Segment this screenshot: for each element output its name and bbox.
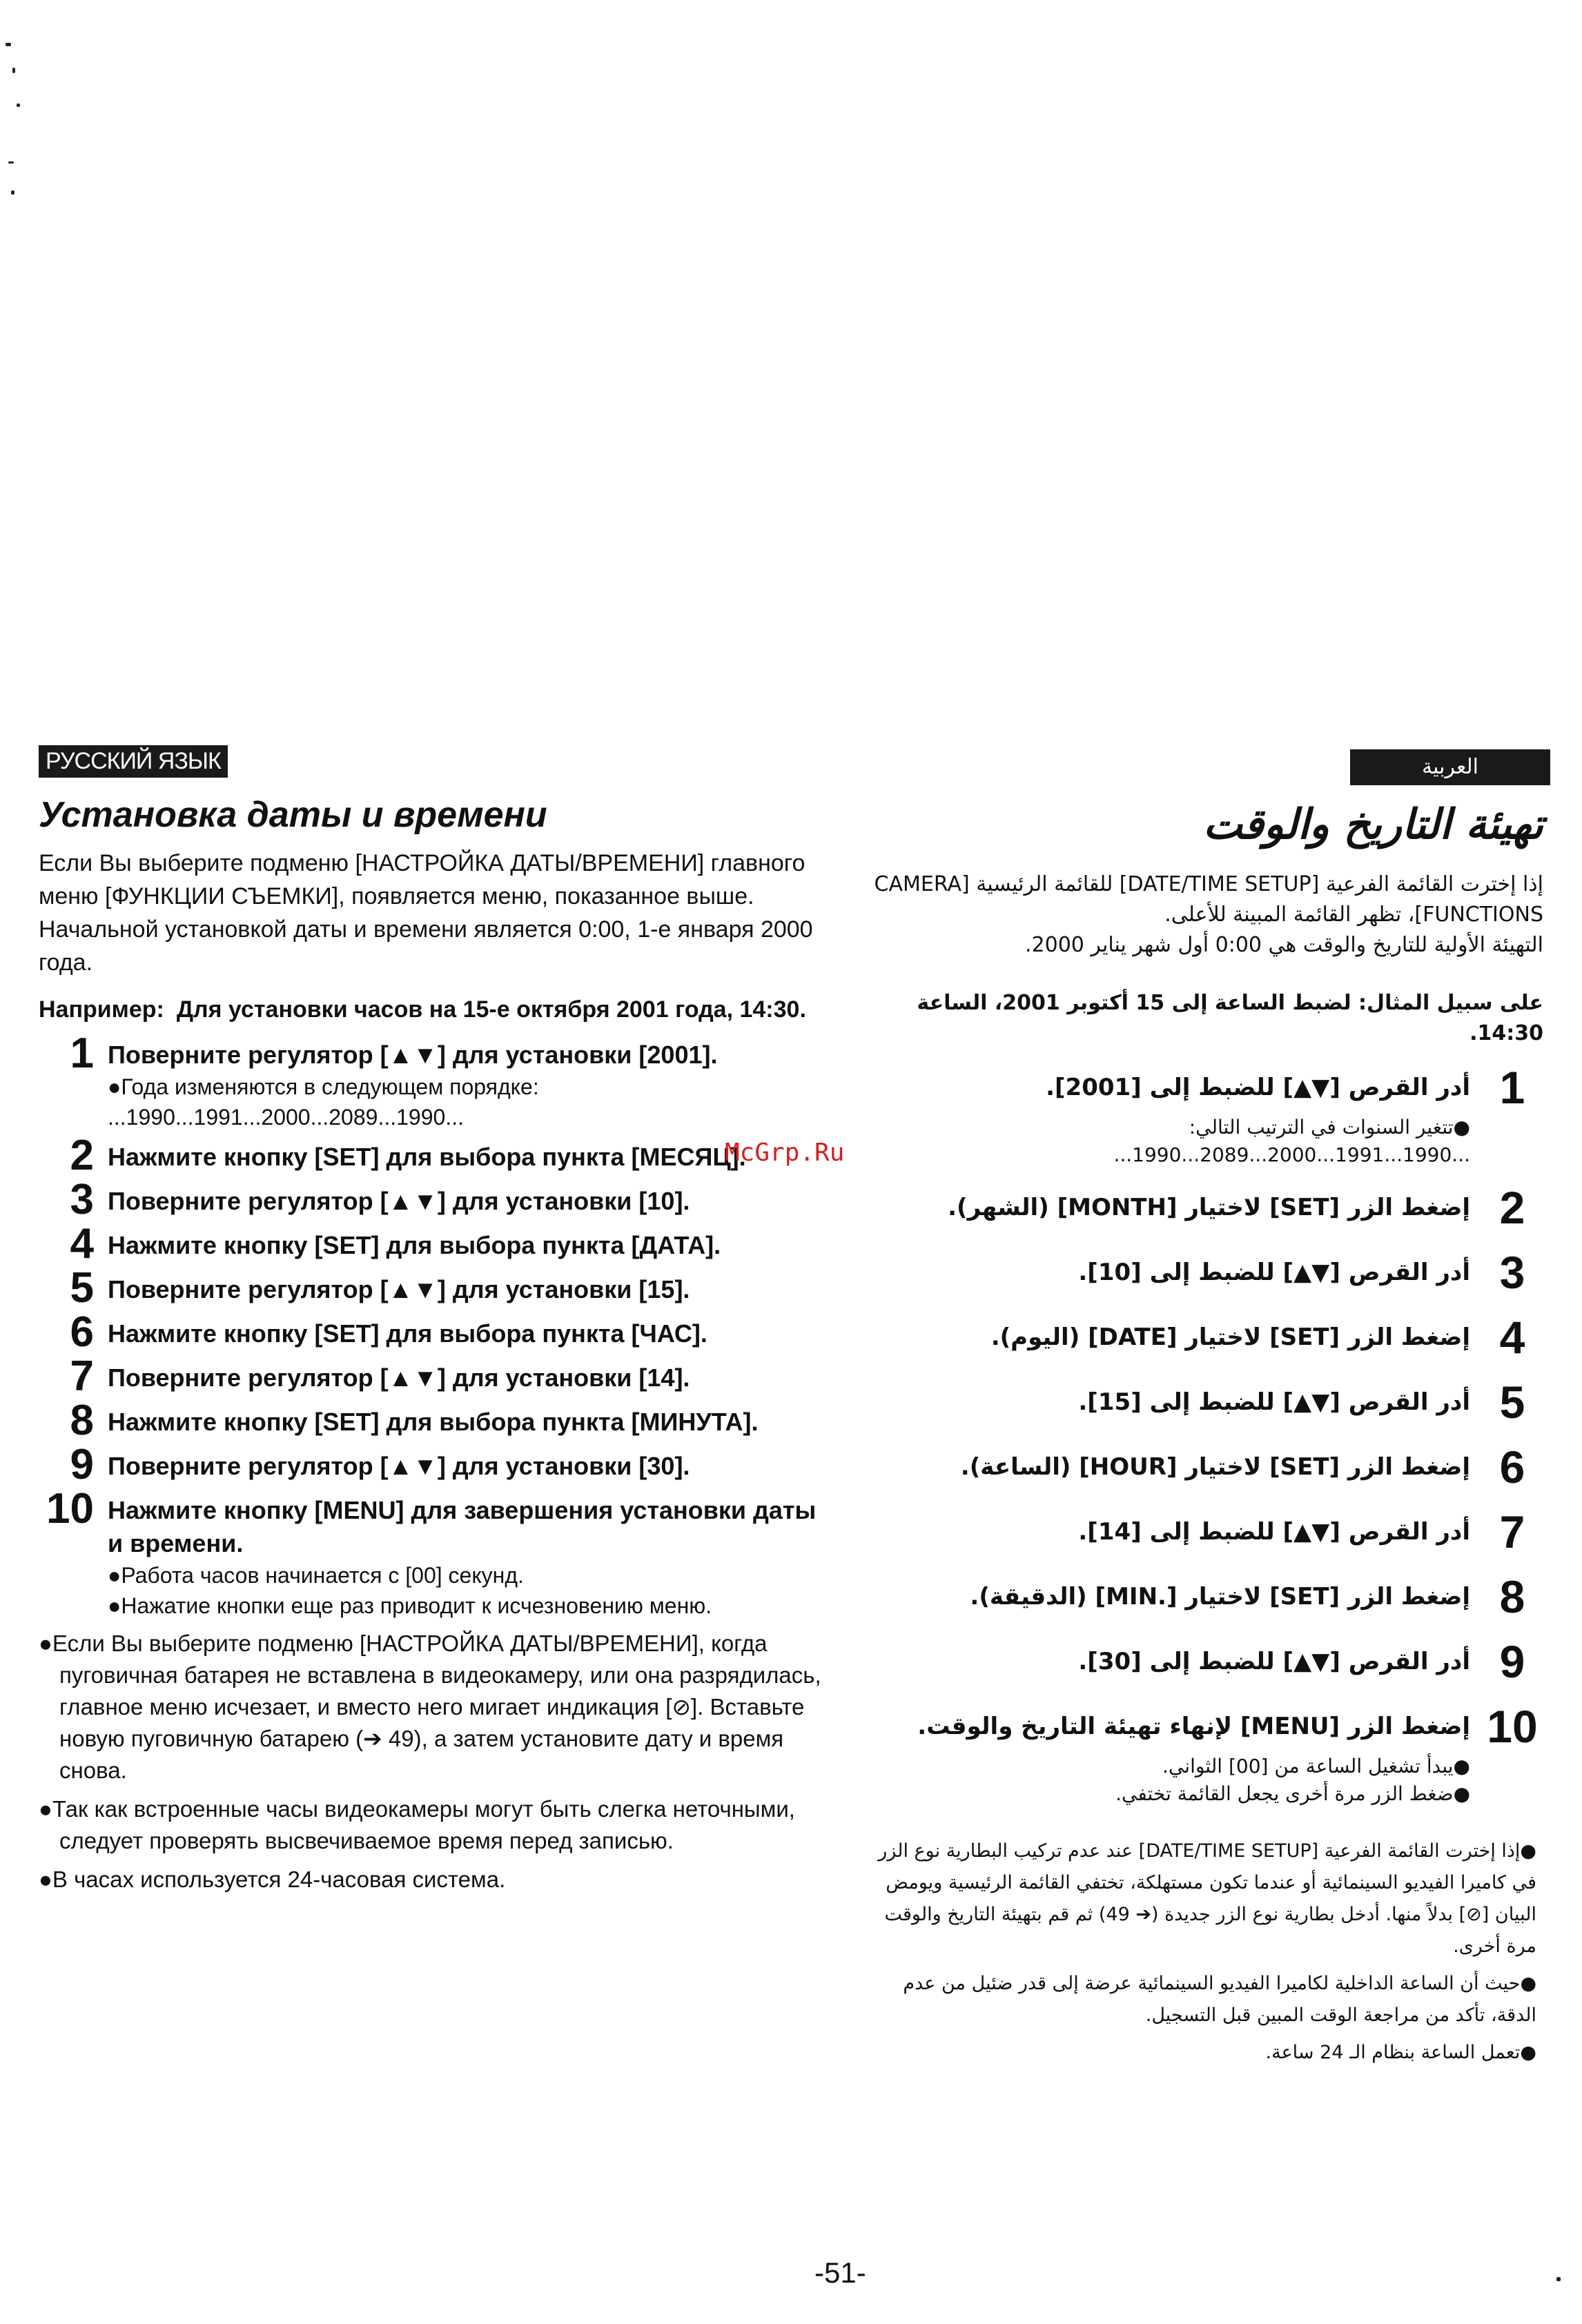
russian-title: Установка даты и времени (39, 795, 547, 835)
step-number: 9 (70, 1441, 94, 1488)
russian-step (39, 1308, 826, 1356)
step-text: Поверните регулятор [▲▼] для установки [30]. (108, 1452, 690, 1480)
arabic-steps (856, 1061, 1543, 1808)
step-text: إضغط الزر [SET] لاختيار [HOUR] (الساعة). (960, 1453, 1470, 1481)
arabic-note: ●إذا إخترت القائمة الفرعية [DATE/TIME SETUP] عند عدم تركيب البطارية نوع الزر في كاميرا الفيديو السينمائية أو عندما تكون مستهلكة، تختفي القائمة الرئيسية ويومض البيان [⊘] بدلاً منها. أدخل بطارية نوع الزر جديدة (➔ 49) ثم قم بتهيئة التاريخ والوقت مرة أخرى. (878, 1840, 1536, 1957)
step-text: أدر القرص [▼▲] للضبط إلى [14]. (1078, 1518, 1470, 1546)
step-text: أدر القرص [▼▲] للضبط إلى [30]. (1078, 1648, 1470, 1675)
step-number: 6 (1499, 1441, 1525, 1493)
russian-example-label: Например: (39, 996, 164, 1023)
step-bullet: ●يبدأ تشغيل الساعة من [00] الثواني. (1162, 1755, 1470, 1778)
russian-step (39, 1397, 826, 1444)
russian-step (39, 1441, 826, 1488)
arabic-note: ●تعمل الساعة بنظام الـ 24 ساعة. (1265, 2042, 1536, 2063)
step-bullet: ...1990...1991...2000...2089...1990... (108, 1105, 464, 1130)
step-text: إضغط الزر [SET] لاختيار [MONTH] (الشهر). (948, 1194, 1470, 1221)
arabic-step (856, 1311, 1543, 1363)
step-number: 2 (70, 1132, 94, 1179)
russian-intro-1: Если Вы выберите подменю [НАСТРОЙКА ДАТЫ/ВРЕМЕНИ] главного меню [ФУНКЦИИ СЪЕМКИ], появляется меню, показанное выше. (39, 850, 805, 909)
arabic-step (856, 1506, 1543, 1558)
step-number: 4 (1499, 1312, 1525, 1363)
step-number: 10 (1487, 1701, 1538, 1752)
arabic-step (856, 1376, 1543, 1428)
step-text: Поверните регулятор [▲▼] для установки [14]. (108, 1363, 690, 1392)
step-text: إضغط الزر [SET] لاختيار [.MIN] (الدقيقة). (970, 1583, 1470, 1611)
scan-speck (12, 68, 15, 73)
step-text: Нажмите кнопку [SET] для выбора пункта [ДАТА]. (108, 1231, 721, 1259)
step-number: 2 (1499, 1182, 1525, 1233)
step-bullet: ●Работа часов начинается с [00] секунд. (108, 1563, 524, 1588)
russian-language-badge: РУССКИЙ ЯЗЫК (39, 745, 228, 778)
step-bullet: ●Года изменяются в следующем порядке: (108, 1074, 539, 1099)
step-number: 10 (46, 1485, 94, 1533)
step-text: Поверните регулятор [▲▼] для установки [15]. (108, 1275, 690, 1303)
arabic-notes (856, 1835, 1543, 2069)
russian-intro-2: Начальной установкой даты и времени является 0:00, 1-е января 2000 года. (39, 916, 813, 976)
russian-step (39, 1264, 826, 1312)
step-text: Поверните регулятор [▲▼] для установки [2001]. (108, 1041, 718, 1069)
arabic-intro-2: التهيئة الأولية للتاريخ والوقت هي 0:00 أول شهر يناير 2000. (1024, 933, 1543, 957)
step-text: إضغط الزر [SET] لاختيار [DATE] (اليوم). (990, 1323, 1470, 1351)
step-text: أدر القرص [▼▲] للضبط إلى [15]. (1078, 1388, 1470, 1416)
arabic-intro-1: إذا إخترت القائمة الفرعية [DATE/TIME SETUP] للقائمة الرئيسية [CAMERA FUNCTIONS]، تظهر القائمة المبينة للأعلى. (874, 872, 1543, 927)
russian-step (39, 1132, 826, 1179)
step-text: أدر القرص [▼▲] للضبط إلى [2001]. (1046, 1074, 1470, 1101)
step-number: 9 (1499, 1636, 1525, 1687)
scan-speck (8, 161, 14, 164)
arabic-example: على سبيل المثال: لضبط الساعة إلى 15 أكتوبر 2001، الساعة 14:30. (917, 991, 1543, 1045)
arabic-step (856, 1700, 1543, 1753)
scan-speck (6, 43, 11, 46)
arabic-step (856, 1570, 1543, 1623)
arabic-title: تهيئة التاريخ والوقت (1203, 800, 1543, 849)
step-number: 3 (1499, 1247, 1525, 1298)
step-text: أدر القرص [▼▲] للضبط إلى [10]. (1078, 1259, 1470, 1286)
russian-step (39, 1220, 826, 1268)
russian-example-text: Для установки часов на 15-е октября 2001 года, 14:30. (176, 996, 806, 1023)
russian-example (39, 993, 826, 1026)
arabic-step (856, 1635, 1543, 1688)
scan-speck (11, 190, 14, 195)
step-number: 7 (1499, 1506, 1525, 1557)
step-bullet: ●ضغط الزر مرة أخرى يجعل القائمة تختفي. (1115, 1782, 1470, 1805)
watermark: McGrp.Ru (725, 1139, 845, 1167)
step-number: 1 (1499, 1062, 1525, 1113)
step-number: 8 (1499, 1571, 1525, 1622)
step-number: 7 (70, 1352, 94, 1400)
russian-note: ●В часах используется 24-часовая система. (39, 1867, 506, 1892)
step-number: 3 (70, 1176, 94, 1223)
step-number: 8 (70, 1397, 94, 1444)
step-bullet: ...1990...1991...2000...2089...1990... (1113, 1143, 1470, 1166)
scan-speck (17, 104, 20, 107)
arabic-language-badge: العربية (1350, 749, 1550, 785)
russian-step (39, 1030, 826, 1132)
arabic-step (856, 1441, 1543, 1493)
russian-step (39, 1352, 826, 1400)
russian-note: ●Если Вы выберите подменю [НАСТРОЙКА ДАТЫ/ВРЕМЕНИ], когда пуговичная батарея не вставлена в видеокамеру, или она разрядилась, главное меню исчезает, и вместо него мигает индикация [⊘]. Вставьте новую пуговичную батарею (➔ 49), а затем установите дату и время снова. (39, 1631, 821, 1783)
russian-note: ●Так как встроенные часы видеокамеры могут быть слегка неточными, следует проверять высвечиваемое время перед записью. (39, 1796, 795, 1853)
arabic-step (856, 1061, 1543, 1114)
step-bullet: ●تتغير السنوات في الترتيب التالي: (1189, 1116, 1470, 1139)
step-text: Нажмите кнопку [MENU] для завершения установки даты и времени. (108, 1496, 817, 1557)
russian-step (39, 1176, 826, 1223)
step-number: 5 (70, 1264, 94, 1312)
step-text: إضغط الزر [MENU] لإنهاء تهيئة التاريخ والوقت. (917, 1713, 1470, 1740)
step-number: 1 (70, 1030, 94, 1077)
russian-column (39, 745, 826, 1895)
step-number: 5 (1499, 1377, 1525, 1428)
step-text: Поверните регулятор [▲▼] для установки [10]. (108, 1187, 690, 1215)
russian-steps (39, 1030, 826, 1621)
page-number: -51- (814, 2256, 866, 2289)
arabic-step (856, 1246, 1543, 1299)
step-number: 4 (70, 1220, 94, 1268)
step-text: Нажмите кнопку [SET] для выбора пункта [ЧАС]. (108, 1319, 707, 1348)
arabic-step (856, 1181, 1543, 1234)
step-number: 6 (70, 1308, 94, 1356)
step-text: Нажмите кнопку [SET] для выбора пункта [МЕСЯЦ]. (108, 1143, 746, 1171)
arabic-column (856, 745, 1543, 2069)
step-bullet: ●Нажатие кнопки еще раз приводит к исчезновению меню. (108, 1593, 712, 1618)
arabic-note: ●حيث أن الساعة الداخلية لكاميرا الفيديو السينمائية عرضة إلى قدر ضئيل من عدم الدقة، تأكد من مراجعة الوقت المبين قبل التسجيل. (903, 1973, 1536, 2026)
russian-step (39, 1485, 826, 1621)
step-text: Нажмите кнопку [SET] для выбора пункта [МИНУТА]. (108, 1408, 759, 1436)
scan-speck (1556, 2277, 1561, 2281)
